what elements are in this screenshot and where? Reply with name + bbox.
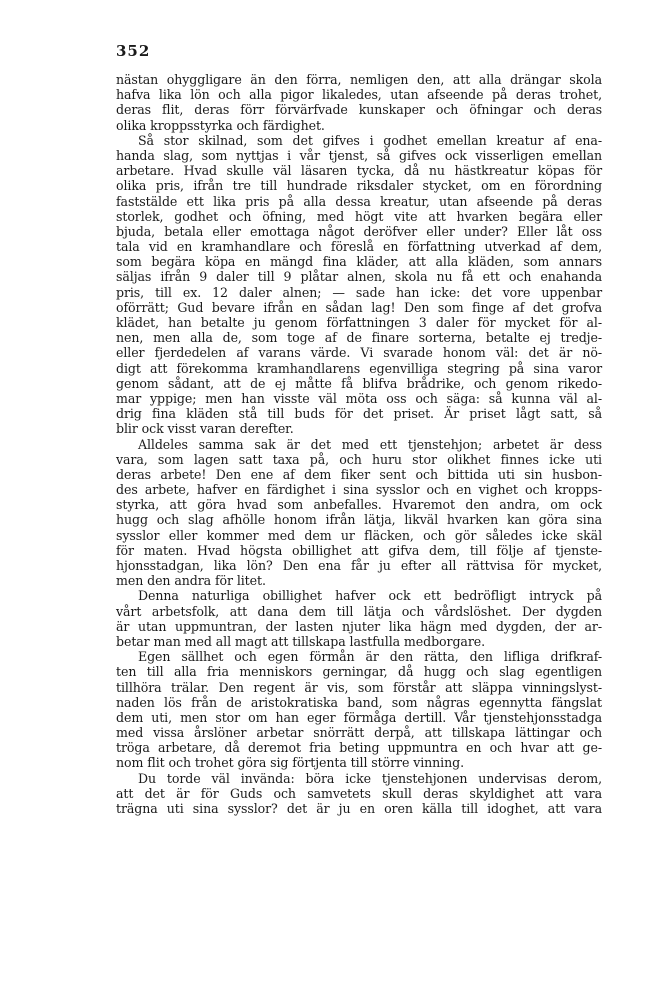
text-line: som begära köpa en mängd fina kläder, att alla kläden, som annars xyxy=(116,254,602,270)
text-line: mar yppige; men han visste väl möta oss och säga: så kunna väl al- xyxy=(116,390,602,406)
text-line: vårt arbetsfolk, att dana dem till lätja och vårdslöshet. Der dygden xyxy=(116,603,602,619)
text-line: des arbete, hafver en färdighet i sina sysslor och en vighet och kropps- xyxy=(116,482,602,498)
text-line: deras flit, deras förr förvärfvade kunskaper och öfningar och deras xyxy=(116,102,602,118)
text-line: drig fina kläden stå till buds för det priset. Är priset lågt satt, så xyxy=(116,406,602,422)
text-line: styrka, att göra hvad som anbefalles. Hvaremot den andra, om ock xyxy=(116,497,602,513)
text-line: arbetare. Hvad skulle väl läsaren tycka, då nu hästkreatur köpas för xyxy=(116,163,602,179)
text-line: nen, men alla de, som toge af de finare sorterna, betalte ej tredje- xyxy=(116,330,602,346)
text-line: nästan ohyggligare än den förra, nemligen den, att alla drängar skola xyxy=(116,72,602,87)
text-line: tala vid en kramhandlare och föreslå en författning utverkad af dem, xyxy=(116,239,602,255)
text-line: genom sådant, att de ej måtte få blifva brådrike, och genom rikedo- xyxy=(116,375,602,391)
text-line: Du torde väl invända: böra icke tjenstehjonen undervisas derom, xyxy=(138,770,602,786)
text-line: olika pris, ifrån tre till hundrade riksdaler stycket, om en förordning xyxy=(116,178,602,194)
text-line: hjonsstadgan, lika lön? Den ena får ju efter all rättvisa för mycket, xyxy=(116,558,602,573)
text-line: sysslor eller kommer med dem ur fläcken, och gör således icke skäl xyxy=(116,527,602,543)
text-line: klädet, han betalte ju genom författningen 3 daler för mycket för al- xyxy=(116,315,602,330)
text-line: oförrätt; Gud bevare ifrån en sådan lag! Den som finge af det grofva xyxy=(116,299,602,315)
text-line: bjuda, betala eller emottaga något deröfver eller under? Eller låt oss xyxy=(116,223,602,239)
text-line: för maten. Hvad högsta obillighet att gifva dem, till följe af tjenste- xyxy=(116,542,602,558)
text-line: tröga arbetare, då deremot fria beting uppmuntra en och hvar att ge- xyxy=(116,740,602,756)
text-line: hafva lika lön och alla pigor likaledes, utan afseende på deras trohet, xyxy=(116,87,602,103)
text-line: eller fjerdedelen af varans värde. Vi svarade honom väl: det är nö- xyxy=(116,345,602,361)
text-line: Denna naturliga obillighet hafver ock ett bedröfligt intryck på xyxy=(138,588,602,604)
text-line: blir ock visst varan derefter. xyxy=(116,421,294,437)
text-line: faststälde ett lika pris på alla dessa kreatur, utan afseende på deras xyxy=(116,193,602,209)
text-line: men den andra för litet. xyxy=(116,573,266,589)
text-line: dem uti, men stor om han eger förmåga dertill. Vår tjenstehjonsstadga xyxy=(116,709,602,725)
text-line: digt att förekomma kramhandlarens egenvilliga stegring på sina varor xyxy=(116,360,602,376)
text-line: med vissa årslöner arbetar snörrätt derpå, att tillskapa lättingar och xyxy=(116,725,602,741)
page-number: 352 xyxy=(116,42,151,60)
text-line: olika kroppsstyrka och färdighet. xyxy=(116,117,325,133)
text-line: Alldeles samma sak är det med ett tjenstehjon; arbetet är dess xyxy=(138,436,602,452)
text-line: Så stor skilnad, som det gifves i godhet emellan kreatur af ena- xyxy=(138,132,602,148)
text-line: är utan uppmuntran, der lasten njuter lika hägn med dygden, der ar- xyxy=(116,618,602,634)
text-line: nom flit och trohet göra sig förtjenta till större vinning. xyxy=(116,755,464,771)
text-line: vara, som lagen satt taxa på, och huru stor olikhet finnes icke uti xyxy=(116,451,602,467)
text-line: handa slag, som nyttjas i vår tjenst, så gifves ock visserligen emellan xyxy=(116,147,602,163)
text-line: pris, till ex. 12 daler alnen; — sade han icke: det vore uppenbar xyxy=(116,284,602,300)
text-line: deras arbete! Den ene af dem fiker sent och bittida uti sin husbon- xyxy=(116,466,602,482)
text-line: hugg och slag afhölle honom ifrån lätja, likväl hvarken kan göra sina xyxy=(116,512,602,528)
text-line: ten till alla fria menniskors gerningar, då hugg och slag egentligen xyxy=(116,664,602,680)
text-line: betar man med all magt att tillskapa lastfulla medborgare. xyxy=(116,633,485,649)
text-line: Egen sällhet och egen förmån är den rätta, den lifliga drifkraf- xyxy=(138,649,602,665)
text-line: naden lös från de aristokratiska band, som någras egennytta fängslat xyxy=(116,694,602,710)
text-line: att det är för Guds och samvetets skull deras skyldighet att vara xyxy=(116,785,602,801)
body-text xyxy=(116,72,602,816)
text-line: trägna uti sina sysslor? det är ju en oren källa till idoghet, att vara xyxy=(116,801,602,816)
text-line: storlek, godhet och öfning, med högt vite att hvarken begära eller xyxy=(116,208,602,224)
text-line: säljas ifrån 9 daler till 9 plåtar alnen, skola nu få ett och enahanda xyxy=(116,269,602,285)
text-line: tillhöra trälar. Den regent är vis, som förstår att släppa vinningslyst- xyxy=(116,679,602,695)
